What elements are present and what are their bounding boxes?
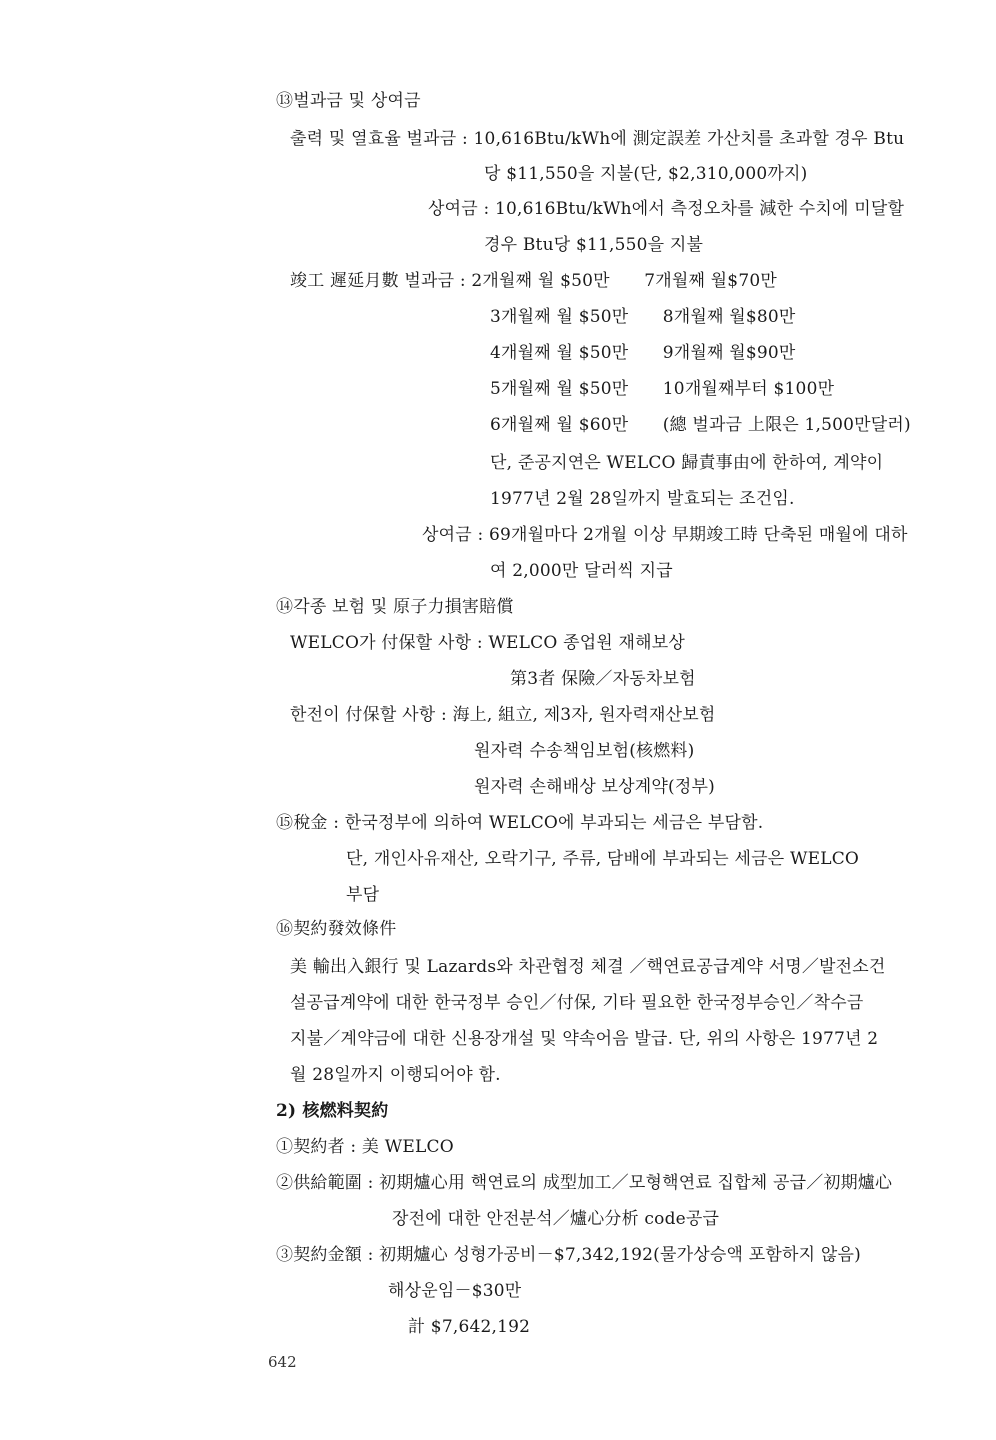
text-line: 원자력 수송책임보험(核燃料) <box>474 741 695 761</box>
text-line: 경우 Btu당 $11,550을 지불 <box>484 235 704 255</box>
text-line: ⑬벌과금 및 상여금 <box>276 91 421 111</box>
text-line: WELCO가 付保할 사항 : WELCO 종업원 재해보상 <box>290 633 686 653</box>
page-number: 642 <box>268 1353 297 1371</box>
text-line: 여 2,000만 달러씩 지급 <box>490 561 673 581</box>
text-line: ②供給範圍 : 初期爐心用 핵연료의 成型加工／모형핵연료 집합체 공급／初期爐心 <box>276 1173 893 1193</box>
text-line: 원자력 손해배상 보상계약(정부) <box>474 777 715 797</box>
text-line: ⑮稅金 : 한국정부에 의하여 WELCO에 부과되는 세금은 부담함. <box>276 813 764 833</box>
text-line: 第3者 保險／자동차보험 <box>510 669 696 689</box>
text-line: ③契約金額 : 初期爐心 성형가공비－$7,342,192(물가상승액 포함하지 않음) <box>276 1245 861 1265</box>
text-line: 장전에 대한 안전분석／爐心分析 code공급 <box>392 1209 720 1229</box>
text-line: ⑭각종 보험 및 原子力損害賠償 <box>276 597 514 617</box>
text-line: 計 $7,642,192 <box>408 1317 531 1337</box>
text-line: 상여금 : 69개월마다 2개월 이상 早期竣工時 단축된 매월에 대하 <box>422 525 908 545</box>
text-line: 美 輸出入銀行 및 Lazards와 차관협정 체결 ／핵연료공급계약 서명／발전소건 <box>290 957 886 977</box>
text-line: 상여금 : 10,616Btu/kWh에서 측정오차를 減한 수치에 미달할 <box>428 199 905 219</box>
text-line: 6개월째 월 $60만 (總 벌과금 上限은 1,500만달러) <box>490 415 911 435</box>
text-line: 단, 개인사유재산, 오락기구, 주류, 담배에 부과되는 세금은 WELCO <box>346 849 860 869</box>
text-line: 해상운임－$30만 <box>388 1281 522 1301</box>
text-line: 1977년 2월 28일까지 발효되는 조건임. <box>490 489 795 509</box>
text-line: 부담 <box>346 885 380 905</box>
text-line: 설공급계약에 대한 한국정부 승인／付保, 기타 필요한 한국정부승인／착수금 <box>290 993 864 1013</box>
text-line: 3개월째 월 $50만 8개월째 월$80만 <box>490 307 796 327</box>
text-line: 당 $11,550을 지불(단, $2,310,000까지) <box>484 164 808 184</box>
text-line: 월 28일까지 이행되어야 함. <box>290 1065 501 1085</box>
text-line: 단, 준공지연은 WELCO 歸責事由에 한하여, 계약이 <box>490 453 884 473</box>
text-line: 竣工 遲延月數 벌과금 : 2개월째 월 $50만 7개월째 월$70만 <box>290 271 777 291</box>
text-line: ①契約者 : 美 WELCO <box>276 1137 454 1157</box>
text-line: 지불／계약금에 대한 신용장개설 및 약속어음 발급. 단, 위의 사항은 1977년 2 <box>290 1029 879 1049</box>
text-line: ⑯契約發效條件 <box>276 919 397 939</box>
text-line: 4개월째 월 $50만 9개월째 월$90만 <box>490 343 796 363</box>
text-line: 2) 核燃料契約 <box>276 1101 389 1121</box>
text-line: 5개월째 월 $50만 10개월째부터 $100만 <box>490 379 835 399</box>
text-line: 한전이 付保할 사항 : 海上, 組立, 제3자, 원자력재산보험 <box>290 705 716 725</box>
text-line: 출력 및 열효율 벌과금 : 10,616Btu/kWh에 測定誤差 가산치를 초과할 경우 Btu <box>290 129 905 149</box>
